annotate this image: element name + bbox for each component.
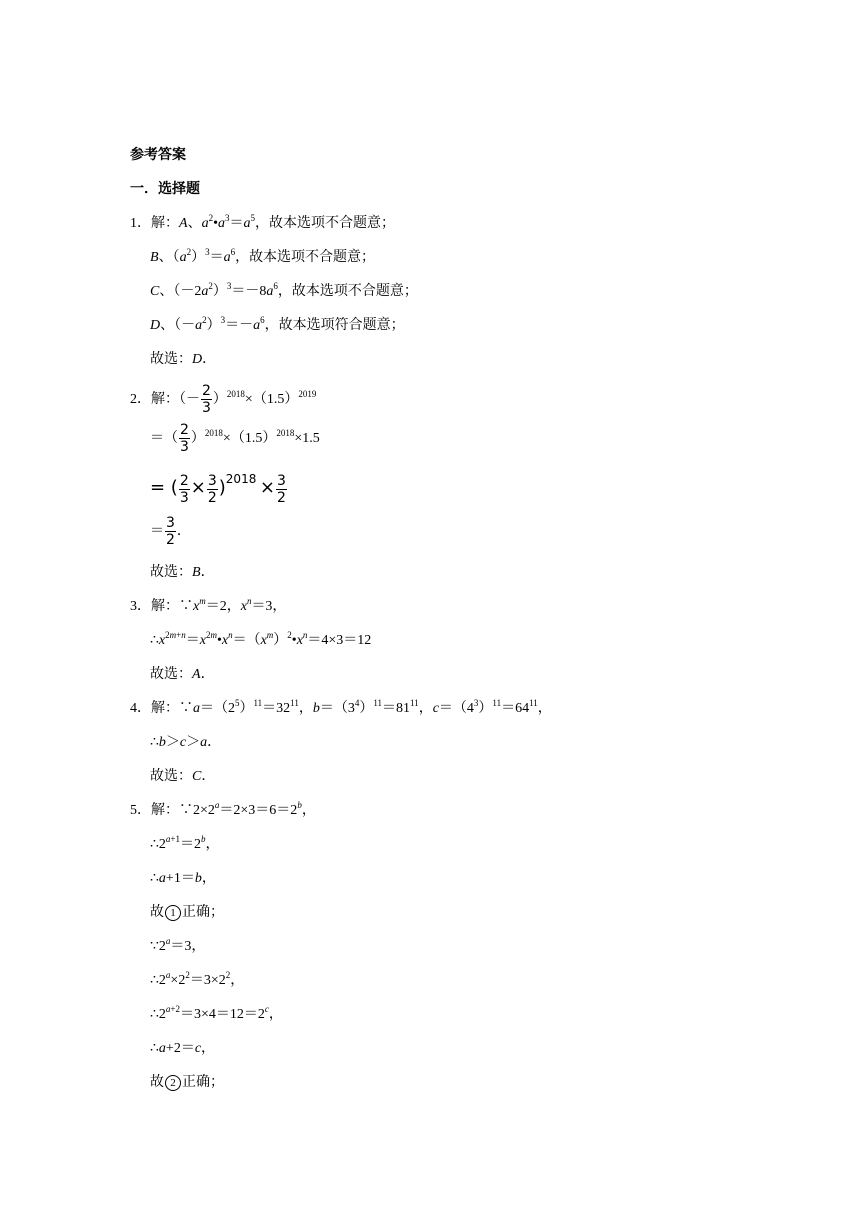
q3-line-2: $\therefore x^{2m+n}=x^{2m}•x^n=(x^m)^2•x^n=4\times 3=12$ <box>150 630 372 648</box>
q5-line-3: ∴a+1＝b， <box>150 871 216 886</box>
section-title: 一．选择题 <box>130 181 200 197</box>
q2-line-1: 2．解：（－ $\frac{2}{3}$ ）$^{2018}\times(1.5)^{2019}$ <box>130 383 317 417</box>
q2-line-2: ＝（ $\frac{2}{3}$ ）$^{2018}\times(1.5)^{2018}\times 1.5$ <box>150 422 320 456</box>
q4-line-2: ∴b＞c＞a． <box>150 735 222 750</box>
q5-line-6: $\therefore 2^a\times 2^2=3\times 2^2$， <box>150 970 245 988</box>
q3-answer: 故选：A． <box>150 667 215 682</box>
q1-line-4: D、$(-a^2)^3=-a^6$，故本选项符合题意； <box>150 315 405 333</box>
q1-answer: 故选：D． <box>150 352 217 367</box>
q2-line-4: ＝ $\frac{3}{2}$ ． <box>150 515 191 549</box>
q5-line-4: 故 1 正确； <box>150 905 224 920</box>
q4-answer: 故选：C． <box>150 769 216 784</box>
q5-line-8: ∴a+2＝c， <box>150 1041 216 1056</box>
q2-answer: 故选：B． <box>150 565 215 580</box>
answer-header: 参考答案 <box>130 147 186 163</box>
q3-line-1: 3．解：$\because x^m=2$，$x^n=3$， <box>130 596 287 614</box>
q5-line-9: 故 2 正确； <box>150 1075 224 1090</box>
q1-line-3: C、$(-2a^2)^3=-8a^6$，故本选项不合题意； <box>150 281 418 299</box>
q5-line-2: $\therefore 2^{a+1}=2^b$， <box>150 834 220 852</box>
q4-line-1: 4．解：$\because a=(2^5)^{11}=32^{11}$，$b=(3^4)^{11}=81^{11}$，$c=(4^3)^{11}=64^{11}$， <box>130 698 552 716</box>
q5-line-1: 5．解：$\because 2\times 2^a=2\times 3=6=2^b$， <box>130 800 316 818</box>
q1-line-1: 1．解：A、$a^2•a^3=a^5$，故本选项不合题意； <box>130 213 395 231</box>
q5-line-7: $\therefore 2^{a+2}=3\times 4=12=2^c$， <box>150 1004 283 1022</box>
q1-line-2: B、$(a^2)^3=a^6$，故本选项不合题意； <box>150 247 376 265</box>
q2-line-3: = ( $\frac{2}{3}$ × $\frac{3}{2}$ )$^{2018}$ × $\frac{3}{2}$ <box>150 472 286 507</box>
q5-line-5: $\because 2^a=3$， <box>150 936 206 954</box>
